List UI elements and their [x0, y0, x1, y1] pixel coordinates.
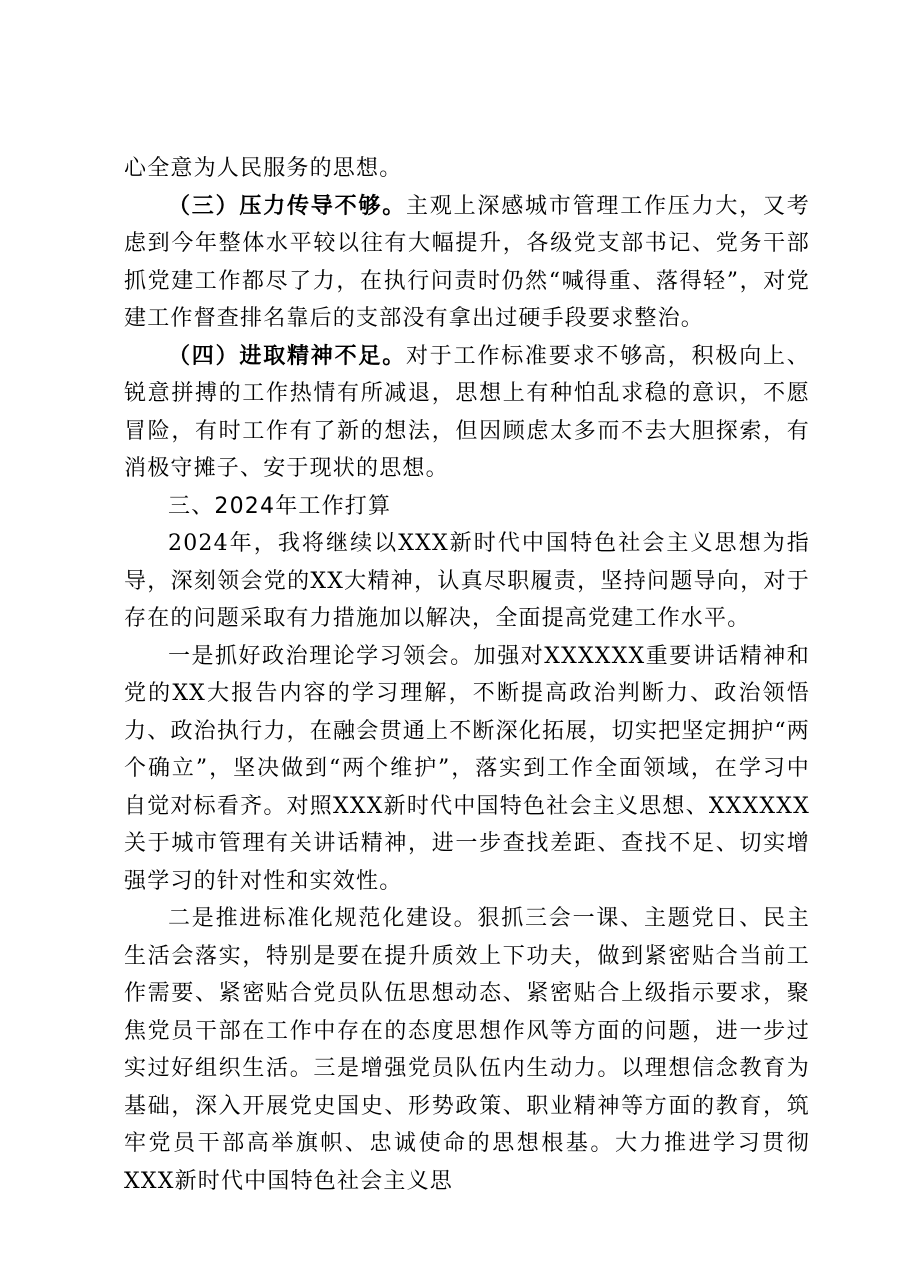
paragraph-2024-intro [124, 525, 810, 638]
section-heading-2024-plan [124, 488, 810, 526]
subsection-heading: （三）压力传导不够。 [168, 192, 406, 219]
paragraph-text: 主观上深感城市管理工作压力大，又考虑到今年整体水平较以往有大幅提升，各级党支部书记、党务干部抓党建工作都尽了力，在执行问责时仍然“喊得重、落得轻”，对党建工作督查排名靠后的支部没有拿出过硬手段要求整治。 [124, 193, 810, 331]
paragraph-text: 心全意为人民服务的思想。 [124, 156, 403, 181]
subsection-heading: （四）进取精神不足。 [168, 342, 406, 369]
paragraph-political-study [124, 638, 810, 901]
paragraph-text: 对于工作标准要求不够高，积极向上、锐意拼搏的工作热情有所减退，思想上有种怕乱求稳的意识，不愿冒险，有时工作有了新的想法，但因顾虑太多而不去大胆探索，有消极守摊子、安于现状的思想。 [124, 343, 810, 481]
paragraph-standardization [124, 900, 810, 1200]
paragraph-text: 一是抓好政治理论学习领会。加强对XXXXXX重要讲话精神和党的XX大报告内容的学习理解，不断提高政治判断力、政治领悟力、政治执行力，在融会贯通上不断深化拓展，切实把坚定拥护“两个确立”，坚决做到“两个维护”，落实到工作全面领域，在学习中自觉对标看齐。对照XXX新时代中国特色社会主义思想、XXXXXX关于城市管理有关讲话精神，进一步查找差距、查找不足、切实增强学习的针对性和实效性。 [124, 643, 810, 894]
section-heading-text: 三、2024年工作打算 [168, 493, 392, 519]
document-body [124, 150, 810, 1200]
paragraph-enterprising-spirit [124, 338, 810, 488]
paragraph-text: 2024年，我将继续以XXX新时代中国特色社会主义思想为指导，深刻领会党的XX大精神，认真尽职履责，坚持问题导向，对于存在的问题采取有力措施加以解决，全面提高党建工作水平。 [124, 531, 810, 631]
paragraph-pressure-transmission [124, 188, 810, 338]
paragraph-continuation [124, 150, 810, 188]
paragraph-text: 二是推进标准化规范化建设。狠抓三会一课、主题党日、民主生活会落实，特别是要在提升质效上下功夫，做到紧密贴合当前工作需要、紧密贴合党员队伍思想动态、紧密贴合上级指示要求，聚焦党员干部在工作中存在的态度思想作风等方面的问题，进一步过实过好组织生活。三是增强党员队伍内生动力。以理想信念教育为基础，深入开展党史国史、形势政策、职业精神等方面的教育，筑牢党员干部高举旗帜、忠诚使命的思想根基。大力推进学习贯彻XXX新时代中国特色社会主义思 [124, 906, 810, 1194]
